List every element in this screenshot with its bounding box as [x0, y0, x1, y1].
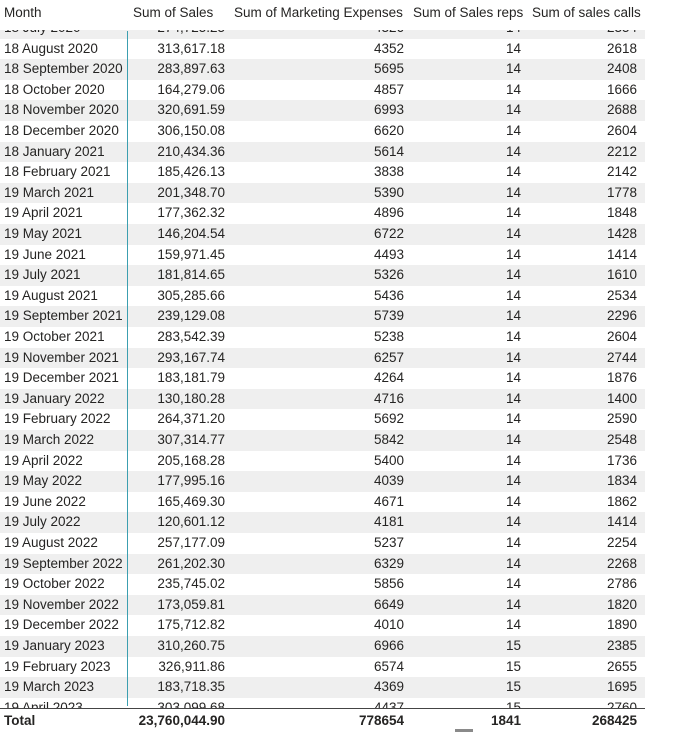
month-cell: 19 December 2022	[4, 617, 119, 633]
marketing-expenses-cell: 4010	[373, 617, 404, 633]
sales-cell: 120,601.12	[157, 514, 225, 530]
month-cell: 19 June 2022	[4, 493, 86, 509]
month-cell: 19 March 2021	[4, 184, 95, 200]
sales-reps-cell: 14	[505, 287, 521, 303]
total-sales-calls: 268425	[591, 713, 637, 728]
table-row[interactable]	[0, 306, 645, 327]
sales-calls-cell: 1414	[606, 514, 637, 530]
column-header-sales-reps[interactable]: Sum of Sales reps	[413, 5, 524, 20]
sales-cell: 310,260.75	[157, 638, 225, 653]
marketing-expenses-cell: 5400	[373, 452, 404, 468]
table-row[interactable]	[0, 657, 645, 678]
sales-calls-cell: 2604	[606, 329, 637, 344]
month-cell: 19 July 2022	[4, 514, 81, 530]
sales-reps-cell: 14	[505, 370, 521, 386]
sales-cell: 283,897.63	[157, 61, 225, 77]
sales-cell: 205,168.28	[157, 452, 225, 468]
sales-reps-cell: 14	[505, 123, 521, 138]
sales-calls-cell: 2548	[606, 432, 637, 447]
month-cell: 19 June 2021	[4, 246, 86, 262]
sales-calls-cell: 2268	[606, 555, 637, 571]
sales-calls-cell: 2604	[606, 123, 637, 138]
month-cell: 19 May 2022	[4, 473, 83, 489]
sales-calls-cell: 2296	[606, 308, 637, 324]
sales-cell: 201,348.70	[157, 184, 225, 200]
total-marketing-expenses: 778654	[358, 713, 404, 728]
sales-reps-cell: 14	[505, 473, 521, 489]
sales-cell: 326,911.86	[158, 658, 225, 674]
marketing-expenses-cell: 4369	[373, 679, 404, 695]
sales-reps-cell: 14	[505, 432, 521, 447]
sales-reps-cell: 14	[505, 143, 521, 159]
sales-calls-cell: 1848	[606, 205, 637, 221]
sales-cell: 173,059.81	[157, 596, 225, 612]
sales-reps-cell: 15	[505, 679, 521, 695]
column-header-sales[interactable]: Sum of Sales	[133, 5, 214, 20]
sales-reps-cell: 14	[505, 617, 521, 633]
sales-reps-cell: 15	[505, 658, 521, 674]
sales-reps-cell: 14	[505, 596, 521, 612]
sales-reps-cell: 14	[505, 205, 521, 221]
sales-cell: 183,718.35	[157, 679, 225, 695]
sales-cell: 177,362.32	[157, 205, 225, 221]
table-row[interactable]	[0, 512, 645, 533]
sales-calls-cell: 1736	[606, 452, 637, 468]
table-row[interactable]	[0, 574, 645, 595]
total-sales-reps: 1841	[490, 713, 521, 728]
table-row[interactable]	[0, 471, 645, 492]
marketing-expenses-cell: 6574	[373, 658, 404, 674]
sales-calls-cell: 1834	[606, 473, 637, 489]
sales-cell: 257,177.09	[157, 535, 225, 550]
table-row[interactable]	[0, 451, 645, 472]
sales-reps-cell: 14	[505, 164, 521, 180]
sales-reps-cell: 14	[505, 40, 521, 56]
sales-cell: 283,542.39	[157, 329, 225, 344]
sales-reps-cell: 14	[505, 246, 521, 262]
month-cell: 19 January 2023	[4, 638, 105, 653]
table-row[interactable]	[0, 409, 645, 430]
month-cell: 19 April 2022	[4, 452, 83, 468]
marketing-expenses-cell: 6329	[373, 555, 404, 571]
marketing-expenses-cell: 4352	[373, 40, 404, 56]
sales-calls-cell: 1428	[606, 226, 637, 241]
month-cell: 19 October 2021	[4, 329, 105, 344]
column-header-sales-calls[interactable]: Sum of sales calls	[532, 5, 641, 20]
marketing-expenses-cell: 5237	[373, 535, 404, 550]
table-header	[0, 0, 645, 30]
sales-cell: 181,814.65	[157, 267, 225, 283]
marketing-expenses-cell: 6722	[373, 226, 404, 241]
sales-calls-cell: 1876	[606, 370, 637, 386]
marketing-expenses-cell: 4264	[373, 370, 404, 386]
sales-reps-cell: 14	[505, 493, 521, 509]
month-cell: 19 October 2022	[4, 576, 105, 592]
column-divider	[127, 31, 128, 706]
sales-cell: 313,617.18	[157, 40, 225, 56]
marketing-expenses-cell: 4039	[373, 473, 404, 489]
sales-calls-cell: 2590	[606, 411, 637, 427]
sales-calls-cell: 2688	[606, 102, 637, 118]
month-cell: 19 September 2022	[4, 555, 123, 571]
total-sales: 23,760,044.90	[138, 713, 225, 728]
marketing-expenses-cell: 5692	[373, 411, 404, 427]
sales-calls-cell: 1610	[606, 267, 637, 283]
sales-reps-cell: 14	[505, 308, 521, 324]
sales-calls-cell: 1400	[606, 390, 637, 406]
table-row[interactable]	[0, 183, 645, 204]
sales-cell: 164,279.06	[157, 81, 225, 97]
sales-reps-cell: 14	[505, 390, 521, 406]
marketing-expenses-cell: 4671	[373, 493, 404, 509]
month-cell: 18 August 2020	[4, 40, 98, 56]
sales-calls-cell: 2744	[606, 349, 637, 365]
sales-calls-cell: 2786	[606, 576, 637, 592]
sales-calls-cell: 1820	[606, 596, 637, 612]
month-cell: 18 December 2020	[4, 123, 119, 138]
table-row[interactable]	[0, 142, 645, 163]
month-cell: 19 May 2021	[4, 226, 83, 241]
total-label: Total	[4, 713, 36, 728]
table-row[interactable]	[0, 162, 645, 183]
sales-reps-cell: 14	[505, 61, 521, 77]
marketing-expenses-cell: 6966	[373, 638, 404, 653]
marketing-expenses-cell: 5390	[373, 184, 404, 200]
month-cell: 19 March 2023	[4, 679, 95, 695]
table-row[interactable]	[0, 368, 645, 389]
sales-cell: 165,469.30	[157, 493, 225, 509]
table-row[interactable]	[0, 615, 645, 636]
sales-cell: 239,129.08	[157, 308, 225, 324]
sales-reps-cell: 14	[505, 535, 521, 550]
sales-reps-cell: 14	[505, 452, 521, 468]
table-body	[0, 28, 645, 709]
sales-reps-cell: 14	[505, 81, 521, 97]
sales-reps-cell: 14	[505, 576, 521, 592]
month-cell: 19 December 2021	[4, 370, 119, 386]
sales-calls-cell: 2655	[606, 658, 637, 674]
sales-cell: 183,181.79	[157, 370, 225, 386]
bottom-edge	[0, 730, 700, 733]
month-cell: 18 February 2021	[4, 164, 111, 180]
sales-calls-cell: 1778	[606, 184, 637, 200]
sales-reps-cell: 15	[505, 638, 521, 653]
sales-calls-cell: 2618	[606, 40, 637, 56]
sales-calls-cell: 1414	[606, 246, 637, 262]
sales-reps-cell: 14	[505, 226, 521, 241]
sales-cell: 264,371.20	[157, 411, 225, 427]
sales-cell: 261,202.30	[157, 555, 225, 571]
month-cell: 18 November 2020	[4, 102, 119, 118]
marketing-expenses-cell: 4857	[373, 81, 404, 97]
marketing-expenses-cell: 5238	[373, 329, 404, 344]
sales-cell: 320,691.59	[157, 102, 225, 118]
marketing-expenses-cell: 4716	[373, 390, 404, 406]
marketing-expenses-cell: 5436	[373, 287, 404, 303]
month-cell: 19 November 2022	[4, 596, 119, 612]
sales-calls-cell: 2408	[606, 61, 637, 77]
sales-calls-cell: 2142	[606, 164, 637, 180]
sales-calls-cell: 1666	[606, 81, 637, 97]
month-cell: 19 August 2021	[4, 287, 98, 303]
table-row[interactable]	[0, 286, 645, 307]
sales-reps-cell: 14	[505, 411, 521, 427]
sales-calls-cell: 2212	[606, 143, 637, 159]
sales-cell: 177,995.16	[157, 473, 225, 489]
sales-cell: 185,426.13	[157, 164, 225, 180]
table-row[interactable]	[0, 121, 645, 142]
month-cell: 18 January 2021	[4, 143, 105, 159]
sales-cell: 293,167.74	[157, 349, 225, 365]
sales-calls-cell: 1862	[606, 493, 637, 509]
sales-calls-cell: 2254	[606, 535, 637, 550]
sales-cell: 305,285.66	[157, 287, 225, 303]
month-cell: 19 August 2022	[4, 535, 98, 550]
table-row[interactable]	[0, 100, 645, 121]
sales-cell: 306,150.08	[157, 123, 225, 138]
table-row[interactable]	[0, 595, 645, 616]
table-row[interactable]	[0, 245, 645, 266]
marketing-expenses-cell: 6620	[373, 123, 404, 138]
table-row[interactable]	[0, 203, 645, 224]
marketing-expenses-cell: 6257	[373, 349, 404, 365]
sales-reps-cell: 14	[505, 102, 521, 118]
marketing-expenses-cell: 5614	[373, 143, 404, 159]
sales-reps-cell: 14	[505, 514, 521, 530]
table-row[interactable]	[0, 554, 645, 575]
sales-calls-cell: 1890	[606, 617, 637, 633]
table-row[interactable]	[0, 327, 645, 348]
marketing-expenses-cell: 5326	[373, 267, 404, 283]
sales-cell: 307,314.77	[157, 432, 225, 447]
table-row[interactable]	[0, 59, 645, 80]
marketing-expenses-cell: 6993	[373, 102, 404, 118]
sales-cell: 235,745.02	[157, 576, 225, 592]
marketing-expenses-cell: 5842	[373, 432, 404, 447]
table-row[interactable]	[0, 348, 645, 369]
month-cell: 19 February 2023	[4, 658, 111, 674]
sales-cell: 210,434.36	[157, 143, 225, 159]
table-row[interactable]	[0, 39, 645, 60]
table-row[interactable]	[0, 533, 645, 554]
sales-reps-cell: 14	[505, 555, 521, 571]
sales-cell: 146,204.54	[157, 226, 225, 241]
sales-calls-cell: 2385	[606, 638, 637, 653]
horizontal-scrollbar[interactable]	[455, 729, 473, 732]
table-row[interactable]	[0, 636, 645, 657]
month-cell: 18 October 2020	[4, 81, 105, 97]
column-header-month[interactable]: Month	[4, 5, 42, 20]
month-cell: 19 February 2022	[4, 411, 111, 427]
table-row[interactable]	[0, 224, 645, 245]
sales-reps-cell: 14	[505, 184, 521, 200]
month-cell: 18 September 2020	[4, 61, 123, 77]
marketing-expenses-cell: 5695	[373, 61, 404, 77]
sales-reps-cell: 14	[505, 267, 521, 283]
table-row[interactable]	[0, 677, 645, 698]
table-row[interactable]	[0, 80, 645, 101]
month-cell: 19 March 2022	[4, 432, 95, 447]
table-row[interactable]	[0, 265, 645, 286]
sales-cell: 175,712.82	[157, 617, 225, 633]
table-row[interactable]	[0, 389, 645, 410]
table-row[interactable]	[0, 492, 645, 513]
month-cell: 19 July 2021	[4, 267, 81, 283]
marketing-expenses-cell: 5856	[373, 576, 404, 592]
sales-calls-cell: 1695	[606, 679, 637, 695]
column-header-marketing-expenses[interactable]: Sum of Marketing Expenses	[234, 5, 403, 20]
marketing-expenses-cell: 4493	[373, 246, 404, 262]
sales-calls-cell: 2534	[606, 287, 637, 303]
marketing-expenses-cell: 6649	[373, 596, 404, 612]
table-row[interactable]	[0, 430, 645, 451]
sales-cell: 159,971.45	[157, 246, 225, 262]
marketing-expenses-cell: 4896	[373, 205, 404, 221]
sales-reps-cell: 14	[505, 349, 521, 365]
month-cell: 19 September 2021	[4, 308, 123, 324]
month-cell: 19 April 2021	[4, 205, 83, 221]
month-cell: 19 November 2021	[4, 349, 119, 365]
sales-cell: 130,180.28	[157, 390, 225, 406]
marketing-expenses-cell: 3838	[373, 164, 404, 180]
marketing-expenses-cell: 4181	[373, 514, 404, 530]
month-cell: 19 January 2022	[4, 390, 105, 406]
marketing-expenses-cell: 5739	[373, 308, 404, 324]
sales-reps-cell: 14	[505, 329, 521, 344]
